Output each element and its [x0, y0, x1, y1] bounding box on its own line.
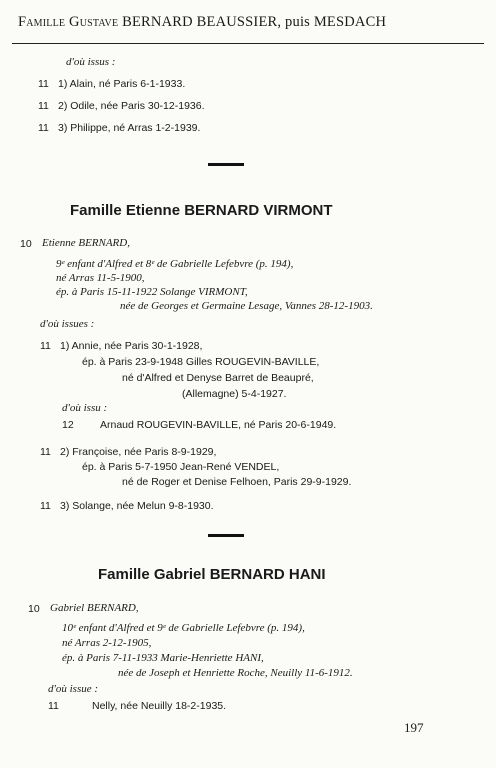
- section-title: Famille Etienne BERNARD VIRMONT: [70, 202, 333, 219]
- header-rule: [12, 43, 484, 44]
- family-head-name: Etienne BERNARD,: [42, 237, 130, 249]
- issue-label: d'où issues :: [40, 318, 95, 330]
- page-number: 197: [404, 720, 424, 735]
- gen-number: 11: [38, 100, 49, 112]
- family-head-name: Gabriel BERNARD,: [50, 602, 139, 614]
- child-entry: Nelly, née Neuilly 18-2-1935.: [92, 700, 227, 712]
- marriage-detail: ép. à Paris 7-11-1933 Marie-Henriette HANI,: [62, 652, 264, 664]
- gen-number: 11: [38, 122, 49, 134]
- birth-detail: né Arras 2-12-1905,: [62, 637, 152, 649]
- header-names: BERNARD BEAUSSIER, puis MESDACH: [122, 14, 387, 30]
- grandchild-entry: Arnaud ROUGEVIN-BAVILLE, né Paris 20-6-1949.: [100, 419, 337, 431]
- child-entry: 1) Alain, né Paris 6-1-1933.: [58, 78, 186, 90]
- gen-number: 11: [40, 446, 51, 458]
- issue-label: d'où issu :: [62, 402, 108, 414]
- section-divider: [208, 163, 244, 166]
- marriage-detail: ép. à Paris 23-9-1948 Gilles ROUGEVIN-BAVILLE,: [82, 356, 320, 368]
- running-header: [18, 14, 386, 31]
- issue-label: d'où issus :: [66, 56, 116, 68]
- birth-detail: 10ᵉ enfant d'Alfred et 9ᵉ de Gabrielle Lefebvre (p. 194),: [62, 622, 305, 634]
- gen-number: 11: [40, 500, 51, 512]
- issue-label: d'où issue :: [48, 683, 99, 695]
- child-entry: 3) Philippe, né Arras 1-2-1939.: [58, 122, 201, 134]
- child-entry: 2) Françoise, née Paris 8-9-1929,: [60, 446, 217, 458]
- gen-number: 11: [40, 340, 51, 352]
- gen-number: 11: [38, 78, 49, 90]
- marriage-detail: ép. à Paris 15-11-1922 Solange VIRMONT,: [56, 286, 248, 298]
- birth-detail: 9ᵉ enfant d'Alfred et 8ᵉ de Gabrielle Lefebvre (p. 194),: [56, 258, 294, 270]
- spouse-detail: née de Georges et Germaine Lesage, Vannes 28-12-1903.: [120, 300, 373, 312]
- section-title: Famille Gabriel BERNARD HANI: [98, 566, 326, 583]
- spouse-detail: né d'Alfred et Denyse Barret de Beaupré,: [122, 372, 314, 384]
- gen-number: 10: [28, 603, 40, 615]
- child-entry: 1) Annie, née Paris 30-1-1928,: [60, 340, 203, 352]
- birth-detail: né Arras 11-5-1900,: [56, 272, 145, 284]
- gen-number: 10: [20, 238, 32, 250]
- spouse-detail: (Allemagne) 5-4-1927.: [182, 388, 287, 400]
- gen-number: 12: [62, 419, 74, 431]
- child-entry: 3) Solange, née Melun 9-8-1930.: [60, 500, 214, 512]
- marriage-detail: ép. à Paris 5-7-1950 Jean-René VENDEL,: [82, 461, 280, 473]
- gen-number: 11: [48, 700, 59, 712]
- spouse-detail: né de Roger et Denise Felhoen, Paris 29-9-1929.: [122, 476, 352, 488]
- child-entry: 2) Odile, née Paris 30-12-1936.: [58, 100, 205, 112]
- section-divider: [208, 534, 244, 537]
- header-prefix: Famille Gustave: [18, 14, 119, 30]
- spouse-detail: née de Joseph et Henriette Roche, Neuilly 11-6-1912.: [118, 667, 353, 679]
